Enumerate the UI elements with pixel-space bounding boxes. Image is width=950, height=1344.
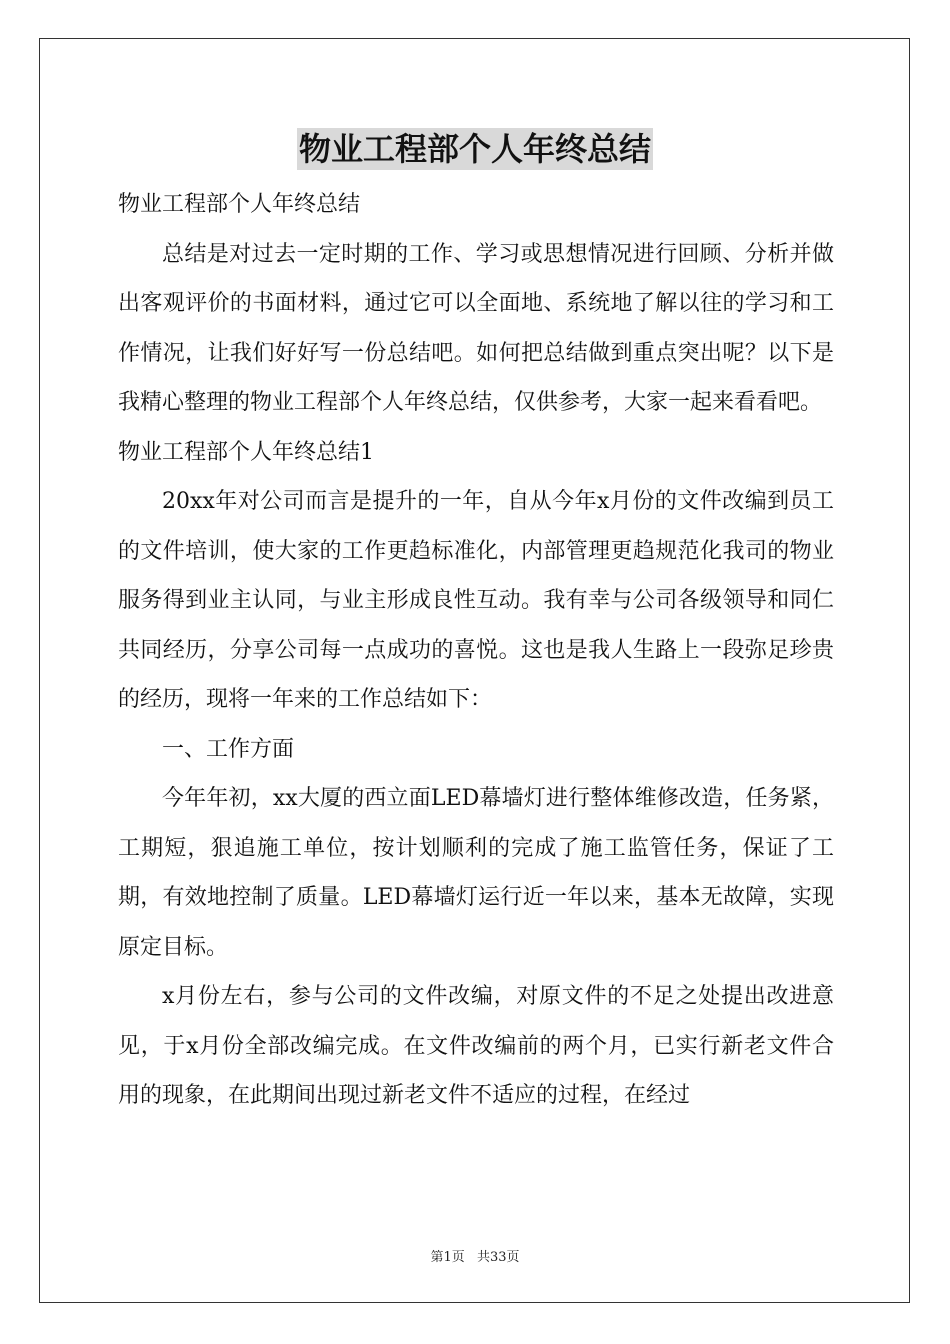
section-heading: 物业工程部个人年终总结1 <box>118 439 374 465</box>
paragraph: 20xx年对公司而言是提升的一年，自从今年x月份的文件改编到员工的文件培训，使大家的工作更趋标准化，内部管理更趋规范化我司的物业服务得到业主认同，与业主形成良性互动。我有幸与公司各级领导和同仁共同经历，分享公司每一点成功的喜悦。这也是我人生路上一段弥足珍贵的经历，现将一年来的工作总结如下： <box>118 489 834 712</box>
section-heading: 一、工作方面 <box>162 736 295 762</box>
title-container <box>0 128 950 170</box>
paragraph: 物业工程部个人年终总结 <box>118 192 361 217</box>
page-number: 第1页 <box>430 1250 465 1265</box>
paragraph: 总结是对过去一定时期的工作、学习或思想情况进行回顾、分析并做出客观评价的书面材料，通过它可以全面地、系统地了解以往的学习和工作情况，让我们好好写一份总结吧。如何把总结做到重点突出呢？以下是我精心整理的物业工程部个人年终总结，仅供参考，大家一起来看看吧。 <box>118 241 834 415</box>
document-body <box>118 180 834 1121</box>
paragraph: 今年年初，xx大厦的西立面LED幕墙灯进行整体维修改造，任务紧，工期短，狠追施工单位，按计划顺利的完成了施工监管任务，保证了工期，有效地控制了质量。LED幕墙灯运行近一年以来，基本无故障，实现原定目标。 <box>118 786 834 960</box>
page-footer <box>0 1246 950 1265</box>
document-title: 物业工程部个人年终总结 <box>298 130 651 168</box>
paragraph: x月份左右，参与公司的文件改编，对原文件的不足之处提出改进意见，于x月份全部改编完成。在文件改编前的两个月，已实行新老文件合用的现象，在此期间出现过新老文件不适应的过程，在经过 <box>118 984 834 1108</box>
page-total: 共33页 <box>476 1250 520 1265</box>
